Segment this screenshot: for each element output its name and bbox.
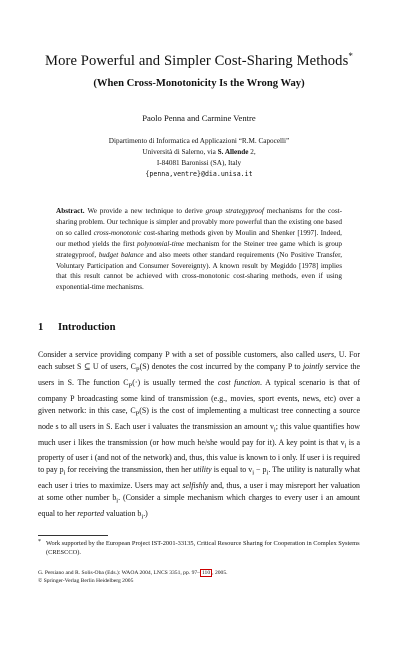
footnote-divider [38,535,108,536]
intro-subscript: i [141,513,144,521]
abstract-text: mechanism for the Steiner tree game which is group strategyproof, [56,239,343,259]
section-heading [38,321,360,335]
intro-text: for receiving the transmission, then her [65,465,194,475]
abstract-emphasis: cross-monotonic [93,228,142,237]
intro-text: .) [143,509,148,519]
imprint-citation [38,569,360,577]
intro-paragraph [38,349,360,524]
author-email[interactable]: {penna,ventre}@dia.unisa.it [145,170,253,178]
imprint-page-link[interactable]: 110 [201,569,211,576]
affiliation-line-2 [38,147,360,158]
publication-imprint [38,569,360,585]
footnote-text: Work supported by the European Project IST-2001-33135, Critical Resource Sharing for Cooperation in Complex Systems (CRESCCO). [46,539,360,556]
footnote-mark: * [38,538,41,545]
intro-text: Consider a service providing company P with a set of possible customers, also called [38,350,318,360]
intro-emphasis: users [317,350,335,360]
intro-text: and, thus, a user i may misreport her valuation at some other number b [38,481,360,503]
intro-text: (S) is the cost of implementing a multicast tree connecting a source node s to all users in S. Each user i valuates the transmission an amount v [38,406,360,431]
intro-emphasis: utility [193,465,212,475]
affiliation-line-1: Dipartimento di Informatica ed Applicazioni “R.M. Capocelli” [108,137,290,145]
imprint-citation-text: G. Persiano and R. Solis-Oba (Eds.): WAOA 2004, LNCS 3351, pp. 97– [38,569,200,576]
intro-text: ; this value quantifies how much user i likes the transmission (or how much he/she would pay for it). A key point is that v [38,421,360,447]
intro-text: − p [254,465,267,475]
intro-text: (S) denotes the cost incurred by the company P to [139,362,303,372]
paper-title [38,52,360,71]
title-footnote-mark[interactable]: * [348,51,353,62]
intro-subscript: i [273,426,276,434]
imprint-citation-year: , 2005. [212,569,228,576]
affiliation-street-bold: S. Allende [217,148,249,156]
intro-text: . (Consider a simple mechanism which charges to every user i an amount equal to her [38,493,360,519]
section-title: Introduction [58,322,116,334]
abstract-text: We provide a new technique to derive [87,207,206,215]
intro-text: is a property of user i (and not of the network) and, thus, this value is known to i only. If user i is required to pay p [38,437,360,475]
footnote [38,539,360,557]
intro-emphasis: selfishly [182,481,209,491]
intro-subscript: P [135,366,140,374]
abstract-emphasis: budget balance [98,250,144,259]
intro-subscript: i [63,469,66,477]
imprint-copyright: © Springer-Verlag Berlin Heidelberg 2005 [38,577,134,584]
author-list: Paolo Penna and Carmine Ventre [142,113,256,123]
intro-text: service the users in S. The function C [38,362,360,388]
abstract-text: cost-sharing methods given by Moulin and Shenker [1997]. Indeed, our method yields the first [56,228,342,248]
intro-emphasis: cost function [217,378,261,388]
abstract-emphasis: group strategyproof [205,207,264,215]
abstract-label: Abstract. [56,207,85,215]
abstract-emphasis: polynomial-time [137,239,185,248]
abstract-text: mechanisms for the cost-sharing problem. Our technique is simpler and provably more powerful than the existing one based on so called [56,207,343,237]
intro-emphasis: reported [77,509,105,519]
intro-subscript: i [266,469,269,477]
intro-text: , U. For each subset S ⊆ U of users, C [38,350,360,372]
affiliation-street-number: 2, [248,148,256,156]
intro-subscript: i [344,442,347,450]
paper-title-text: More Powerful and Simpler Cost-Sharing Methods [45,53,349,69]
intro-subscript: P [128,382,133,390]
intro-subscript: i [252,469,255,477]
intro-text: is equal to v [211,465,253,475]
affiliation-line-3: I-84081 Baronissi (SA), Italy [156,159,242,167]
affiliation-street: Università di Salerno, via [142,148,218,156]
intro-text: . The utility is naturally what each user i tries to maximize. Users may act [38,465,361,491]
abstract-text: and also meets other standard requirements (No Positive Transfer, Voluntary Participation and Consumer Sovereignty). A known result by Megiddo [1978] implies that this result cannot be achieved with cross-monotonic cost-sharing methods, even if using exponential-time mechanisms. [56,250,342,292]
intro-emphasis: jointly [302,362,324,372]
paper-subtitle: (When Cross-Monotonicity Is the Wrong Way) [93,78,305,89]
abstract [56,206,342,293]
intro-text: (·) is usually termed the [132,378,218,388]
paper-page [0,52,400,666]
intro-text: valuation b [104,509,142,519]
intro-text: . A typical scenario is that of company P broadcasting some kind of transmission (e.g., movies, sport events, news, etc) over a given network: in this case, C [38,378,360,416]
affiliation-block [38,136,360,180]
intro-subscript: i [116,497,119,505]
intro-subscript: P [135,410,140,418]
section-number: 1 [38,322,44,334]
